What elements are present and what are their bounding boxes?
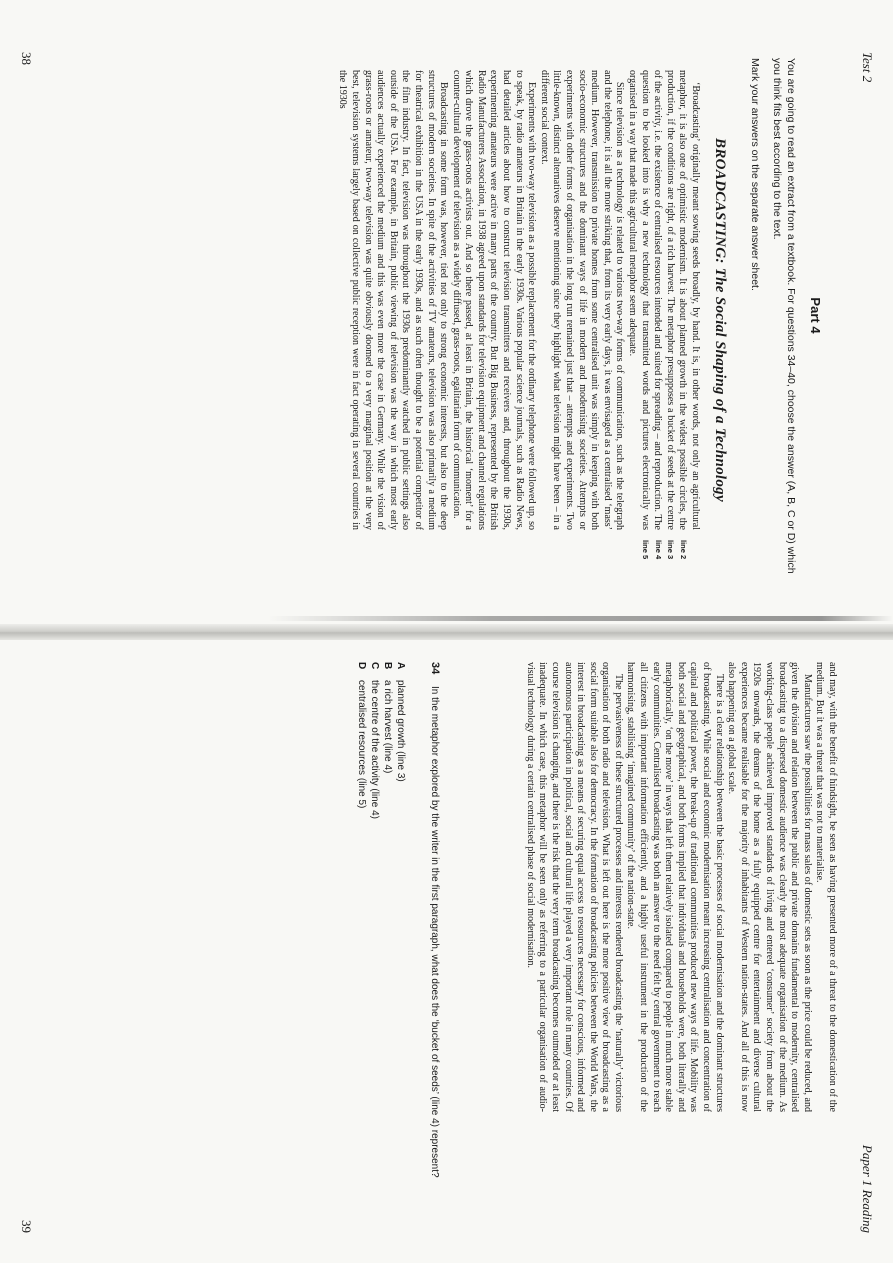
paragraph: Manufacturers saw the possibilities for mass sales of domestic sets as soon as the price could be reduced, and given the division and relation between the public and private domains fundamental to modernity, centralised broadcasting to a dispersed domestic audience was clearly the most adequate organisation of the medium. As working-class people achieved improved standards of living and entered ‘consumer’ society from about the 1920s onwards, the dreams of the home as a fully equipped centre for entertainment and diverse cultural experiences became realisable for the majority of inhabitants of Western nation-states. And all of this is now also happening on a global scale. [726,662,813,1112]
option-b [381,662,394,1182]
option-a [394,662,407,1182]
answer-options [355,662,407,1182]
option-d [355,662,368,1182]
instruction-task: You are going to read an extract from a textbook. For questions 34–40, choose the answer (A, B, C or D) which you think fits best according to the text. [771,58,797,574]
option-letter: D [356,662,367,670]
line-marker: line 2 [679,540,688,560]
gutter-shadow [0,616,893,621]
option-letter: B [382,662,393,670]
paragraph: Broadcasting in some form was, however, tied not only to strong economic interests, but also to the deep structures of modern societies. In spite of the activities of TV amateurs, television was also primarily a medium for theatrical exhibition in the USA in the early 1930s, and as such often thought to be a potential competitor of the film industry. In fact, television was throughout the 1930s predominantly watched in public settings also outside of the USA. For example, in Britain, public viewing of television was the way in which most early audiences actually experienced the medium and this was even more the case in Germany. While the vision of grass-roots or amateur, two-way television was quite obviously doomed to a very marginal position at the very best, television systems largely based on collective public reception were in fact operating in several countries in the 1930s [337,70,450,530]
paragraph: and may, with the benefit of hindsight, be seen as having presented more of a threat to the domestication of the medium. But it was a threat that was not to materialise. [814,662,838,1112]
line-marker: line 4 [654,540,663,560]
paragraph: Experiments with two-way television as a possible replacement for the ordinary telephone were followed up, so to speak, by radio amateurs in Britain in the early 1930s. Various popular science journals, such as Radio News, had detailed articles about how to construct television transmitters and receivers and, throughout the 1930s, experimenting amateurs were active in many parts of the country. But Big Business, represented by the British Radio Manufacturers Association, in 1938 agreed upon standards for television equipment and channel regulations which drove the grass-roots activists out. And so there passed, at least in Britain, the historical ‘moment’ for a counter-cultural development of television as a widely diffused, grass-roots, egalitarian form of communication. [450,70,538,530]
question-number: 34 [429,662,441,675]
right-page [0,632,893,1263]
part-title: Part 4 [808,297,823,334]
running-head-left: Test 2 [860,52,875,83]
option-text: centralised resources (line 5) [356,680,367,809]
paragraph: The pervasiveness of these structured processes and interests rendered broadcasting the ‘naturally’ victorious organisation of both radio and television. What is left out here is the more positive view of broadcasting as a social form suitable also for democracy. In the formation of broadcasting policies between the World Wars, the interest in broadcasting as a means of securing equal access to resources necessary for conscious, informed and autonomous participation in political, social and cultural life played a very important role in many countries. Of course television is changing, and there is the risk that the very term broadcasting becomes outmoded or at least inadequate. In which case, this metaphor will be seen only as referring to a particular organisation of audio-visual technology during a certain centralised phase of social modernisation. [524,662,624,1112]
paragraph: There is a clear relationship between the basic processes of social modernisation and the dominant structures of broadcasting. While social and economic modernisation meant increasing centralisation and concentration of capital and political power, the break-up of traditional communities produced new ways of life. Mobility was both social and geographical, and both forms implied that individuals and households were, both literally and metaphorically, ‘on the move’ in ways that left them relatively isolated compared to people in much more stable early communities. Centralised broadcasting was both an answer to the need felt by central government to reach all citizens with important information efficiently, and a highly useful instrument in the production of the harmonising, stabilising ‘imagined community’ of the nation-state. [625,662,725,1112]
option-c [368,662,381,1182]
option-letter: C [369,662,380,670]
instructions [740,58,798,578]
article-text-right [523,662,838,1112]
page-number-left: 38 [19,52,34,65]
option-letter: A [395,662,406,670]
line-marker: line 5 [641,540,650,560]
option-text: a rich harvest (line 4) [382,680,393,774]
instruction-answer-sheet: Mark your answers on the separate answer sheet. [749,58,761,291]
option-text: planned growth (line 3) [395,680,406,782]
running-head-right: Paper 1 Reading [860,1144,875,1233]
article-text-left [336,70,701,530]
left-page [0,0,893,631]
article-title: BROADCASTING: The Social Shaping of a Technology [712,138,728,502]
option-text: the centre of the activity (line 4) [369,680,380,819]
question-stem: In the metaphor explored by the writer in the first paragraph, what does the ‘bucket of seeds’ (line 4) represent? [429,686,440,1178]
page-number-right: 39 [19,1220,34,1233]
line-marker: line 3 [666,540,675,560]
paragraph: Since television as a technology is related to various two-way forms of communication, such as the telegraph and the telephone, it is all the more striking that, from its very early days, it was envisaged as a centralised ‘mass’ medium. However, transmission to private homes from some centralised unit was simply in keeping with both socio-economic structures and the dominant ways of life in modern and modernising societies. Attempts or experiments with other forms of organisation in the long run remained just that – attempts and experiments. Two little-known, distinct alternatives deserve mentioning since they highlight what television might have been – in a different social context. [538,70,626,530]
paragraph: ‘Broadcasting’ originally meant sowing seeds broadly, by hand. It is, in other words, not only an agricultural metaphor, it is also one of optimistic modernism. It is about planned growth in the widest possible circles, the production, if the conditions are right, of a rich harvest. The metaphor presupposes a bucket of seeds at the centre of the activity, i.e. the existence of centralised resources intended and suited for spreading – and reproduction. The question to be looked into is why a new technology that transmitted words and pictures electronically was organised in a way that made this agricultural metaphor seem adequate. [627,70,701,530]
